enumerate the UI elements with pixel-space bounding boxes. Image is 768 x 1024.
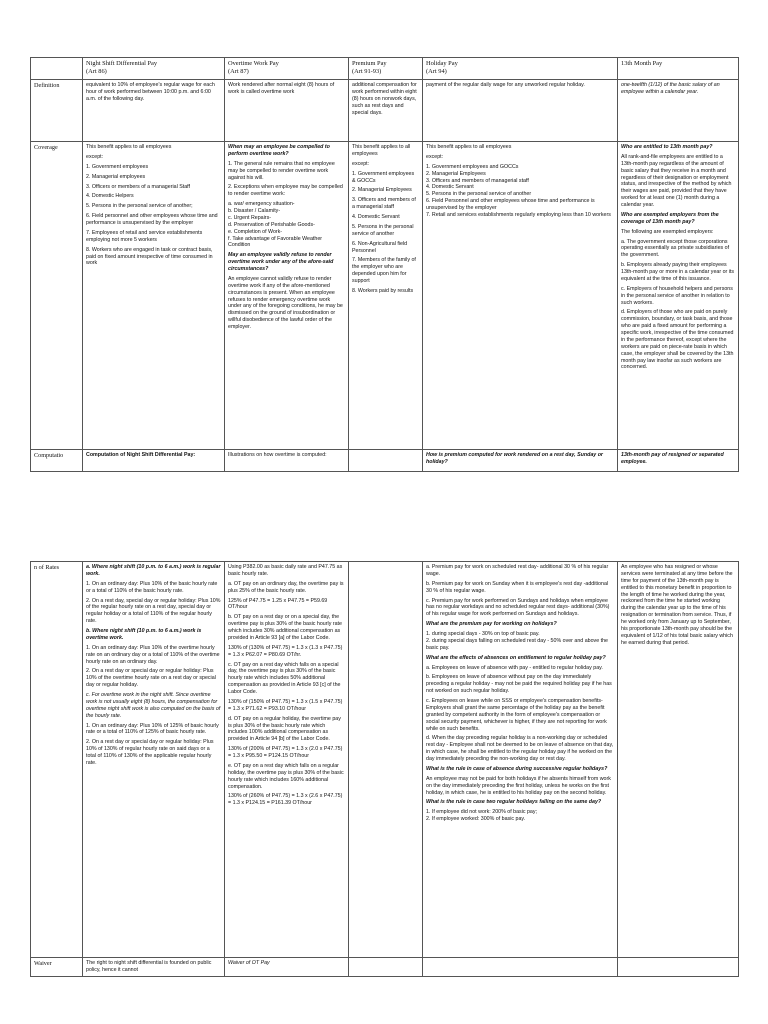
waiver-premium (349, 958, 423, 977)
coverage-overtime: When may an employee be compelled to perform overtime work? 1. The general rule remains that no employee may be compelled to render overtime work against his will. 2. Exceptions when employee may be compelled to render overtime work: a. war/ emergency situation- b. Disaster / Calamity- c. Urgent Repairs- d. Preservation of Perishable Goods- e. Completion of Work- f. Take advantage of Favorable Weather Condition May an employee validly refuse to render overtime work under any of the afore-said circumstances? An employee cannot validly refuse to render overtime work if any of the afore-mentioned circumstances is present. When an employee refuses to render emergency overtime work under any of the foregoing conditions, he may be dismissed on the ground of insubordination or willful disobedience of the lawful order of the employer. (225, 142, 349, 450)
coverage-row (31, 142, 739, 450)
row-label-definition: Definition (31, 80, 83, 142)
definition-holiday: payment of the regular daily wage for any unworked regular holiday. (423, 80, 618, 142)
header-premium: Premium Pay (Art 91-93) (349, 58, 423, 80)
row-label-waiver: Waiver (31, 958, 83, 977)
benefits-table-top (30, 57, 739, 472)
rates-row (31, 562, 739, 958)
rates-overtime: Using P382.00 as basic daily rate and P47.75 as basic hourly rate. a. OT pay on an ordinary day, the overtime pay is plus 25% of the basic hourly rate. 125% of P47.75 = 1.25 x P47.75 = P59.69 OT/hour b. OT pay on a rest day or on a special day, the overtime pay is plus 30% of the basic hourly rate which includes 30% additional compensation as provided in Article 93 [a] of the Labor Code. 130% of (130% of P47.75) = 1.3 x (1.3 x P47.75) = 1.3 x P62.07 = P80.69 OT/hr. c. OT pay on a rest day which falls on a special day, the overtime pay is plus 30% of the basic hourly rate which includes 50% additional compensation as provided in Article 93 [c] of the Labor Code. 130% of (150% of P47.75) = 1.3 x (1.5 x P47.75) = 1.3 x P71.62 = P93.10 OT/hour d. OT pay on a regular holiday, the overtime pay is plus 30% of the basic hourly rate which includes 100% additional compensation as provided in Article 94 [b] of the Labor Code. 130% of (200% of P47.75) = 1.3 x (2.0 x P47.75) = 1.3 x P95.50 = P124.15 OT/hour e. OT pay on a rest day which falls on a regular holiday, the overtime pay is plus 30% of the basic hourly rate which includes 160% additional compensation. 130% of (260% of P47.75) = 1.3 x (2.6 x P47.75) = 1.3 x P124.15 = P161.39 OT/hour (225, 562, 349, 958)
computation-overtime: Illustrations on how overtime is computed: (225, 450, 349, 472)
definition-row (31, 80, 739, 142)
exception-list: a. war/ emergency situation- b. Disaster / Calamity- c. Urgent Repairs- d. Preservation of Perishable Goods- e. Completion of Work- f. Take advantage of Favorable Weather Condition (228, 201, 323, 249)
coverage-night-shift: This benefit applies to all employees except: 1. Government employees 2. Managerial employees 3. Officers or members of a managerial Staff 4. Domestic Helpers 5. Persons in the personal service of another; 6. Field personnel and other employees whose time and performance is unsupervised by the employer 7. Employees of retail and service establishments employing not more 5 workers 8. Workers who are engaged in task or contract basis, paid on fixed amount irrespective of time consumed in work (83, 142, 225, 450)
definition-night-shift: equivalent to 10% of employee's regular wage for each hour of work performed between 10:00 p.m. and 6:00 a.m. of the following day. (83, 80, 225, 142)
computation-holiday: How is premium computed for work rendered on a rest day, Sunday or holiday? (423, 450, 618, 472)
coverage-holiday: This benefit applies to all employees except: 1. Government employees and GOCCs 2. Managerial Employees 3. Officers and members of managerial staff 4. Domestic Servant 5. Persons in the personal service of another 6. Field Personnel and other employees whose time and performance is unsupervised by the employer 7. Retail and services establishments regularly employing less than 10 workers (423, 142, 618, 450)
rates-premium (349, 562, 423, 958)
computation-13th-month: 13th-month pay of resigned or separated employee. (618, 450, 739, 472)
row-label-rates: n of Rates (31, 562, 83, 958)
header-overtime: Overtime Work Pay (Art 87) (225, 58, 349, 80)
coverage-premium: This benefit applies to all employees except: 1. Government employees & GOCCs 2. Managerial Employees 3. Officers and members of a managerial staff 4. Domestic Servant 5. Persons in the personal service of another 6. Non-Agricultural field Personnel 7. Members of the family of the employer who are depended upon him for support 8. Workers paid by results (349, 142, 423, 450)
waiver-13th-month (618, 958, 739, 977)
header-blank (31, 58, 83, 80)
exception-list: 1. Government employees 2. Managerial employees 3. Officers or members of a managerial Staff 4. Domestic Helpers 5. Persons in the personal service of another; 6. Field personnel and other employees whose time and performance is unsupervised by the employer 7. Employees of retail and service establishments employing not more 5 workers 8. Workers who are engaged in task or contract basis, paid on fixed amount irrespective of time consumed in work (86, 163, 218, 267)
waiver-holiday (423, 958, 618, 977)
exception-list: 1. Government employees & GOCCs 2. Managerial Employees 3. Officers and members of a managerial staff 4. Domestic Servant 5. Persons in the personal service of another 6. Non-Agricultural field Personnel 7. Members of the family of the employer who are depended upon him for support 8. Workers paid by results (352, 170, 416, 294)
computation-row (31, 450, 739, 472)
computation-night-shift: Computation of Night Shift Differential Pay: (83, 450, 225, 472)
header-row (31, 58, 739, 80)
rates-13th-month: An employee who has resigned or whose services were terminated at any time before the time for payment of the 13th-month pay is entitled to this monetary benefit in proportion to the length of time he worked during the year, reckoned from the time he started working during the calendar year up to the time of his resignation or termination from service. Thus, if he worked only from January up to September, his proportionate 13th-month pay should be the equivalent of 1/12 of his total basic salary which he earned during that period. (618, 562, 739, 958)
waiver-row (31, 958, 739, 977)
definition-overtime: Work rendered after normal eight (8) hours of work is called overtime work (225, 80, 349, 142)
header-night-shift: Night Shift Differential Pay (Art 86) (83, 58, 225, 80)
computation-premium (349, 450, 423, 472)
rates-night-shift: a. Where night shift (10 p.m. to 6 a.m.) work is regular work. 1. On an ordinary day: Plus 10% of the basic hourly rate or a total of 110% of the basic hourly rate. 2. On a rest day, special day or regular holiday: Plus 10% of the regular hourly rate on a rest day, special day or regular holiday or a total of 110% of the regular hourly rate. b. Where night shift (10 p.m. to 6 a.m.) work is overtime work. 1. On an ordinary day: Plus 10% of the overtime hourly rate on an ordinary day or a total of 110% of the overtime hourly rate on an ordinary day. 2. On a rest day or special day or regular holiday: Plus 10% of the overtime hourly rate on a rest day or special day or regular holiday. c. For overtime work in the night shift. Since overtime work is not usually eight (8) hours, the compensation for overtime night shift work is also computed on the basis of the hourly rate. 1. On an ordinary day: Plus 10% of 125% of basic hourly rate or a total of 110% of 125% of basic hourly rate. 2. On a rest day or special day or regular holiday: Plus 10% of 130% of regular hourly rate on said days or a total of 110% of 130% of the applicable regular hourly rate. (83, 562, 225, 958)
coverage-13th-month: Who are entitled to 13th month pay? All rank-and-file employees are entitled to a 13th-month pay regardless of the amount of basic salary that they receive in a month and regardless of their designation or employment status, and irrespective of the method by which their wages are paid, provided that they have worked for at least one (1) month during a calendar year. Who are exempted employers from the coverage of 13th month pay? The following are exempted employers: a. The government except those corporations operating essentially as private subsidiaries of the government. b. Employers already paying their employees 13th-month pay or more in a calendar year or its equivalent at the time of this issuance. c. Employers of household helpers and persons in the personal service of another in relation to such workers. d. Employers of those who are paid on purely commission, boundary, or task basis, and those who are paid a fixed amount for performing a specific work, irrespective of the time consumed in the performance thereof, except where the workers are paid on piece-rate basis in which case, the employer shall be covered by the 13th month pay law insofar as such workers are concerned. (618, 142, 739, 450)
row-label-computation: Computatio (31, 450, 83, 472)
exception-list: 1. Government employees and GOCCs 2. Managerial Employees 3. Officers and members of managerial staff 4. Domestic Servant 5. Persons in the personal service of another 6. Field Personnel and other employees whose time and performance is unsupervised by the employer 7. Retail and services establishments regularly employing less than 10 workers (426, 163, 611, 218)
definition-13th-month: one-twelfth (1/12) of the basic salary of an employee within a calendar year. (618, 80, 739, 142)
benefits-table-bottom (30, 561, 739, 977)
rates-holiday: a. Premium pay for work on scheduled rest day- additional 30 % of his regular wage. b. Premium pay for work on Sunday when it is employee's rest day -additional 30 % of his regular wage. c. Premium pay for work performed on Sundays and holidays when employee has no regular workdays and no scheduled regular rest days- additional (30%) of his regular wage for work performed on Sundays and holidays. What are the premium pay for working on holidays? 1. during special days - 30% on top of basic pay. 2. during special days falling on scheduled rest day - 50% over and above the basic pay. What are the effects of absences on entitlement to regular holiday pay? a. Employees on leave of absence with pay - entitled to regular holiday pay. b. Employees on leave of absence without pay on the day immediately preceding a regular holiday - may not be paid the required holiday pay if he has not worked on such regular holiday. c. Employees on leave while on SSS or employee's compensation benefits- Employers shall grant the same percentage of the holiday pay as the benefit granted by competent authority in the form of employee's compensation or social security payment, whichever is higher, if they are not reporting for work while on such benefits. d. When the day preceding regular holiday is a non-working day or scheduled rest day - Employee shall not be deemed to be on leave of absence on that day, in which case, he shall be entitled to the regular holiday pay if he worked on the day immediately preceding the non-working day or rest day. What is the rule in case of absence during successive regular holidays? An employee may not be paid for both holidays if he absents himself from work on the day immediately preceding the first holiday, unless he works on the first holiday, in which case, he is entitled to his holiday pay on the second holiday. What is the rule in case two regular holidays falling on the same day? 1. If employee did not work: 200% of basic pay; 2. If employee worked: 300% of basic pay. (423, 562, 618, 958)
row-label-coverage: Coverage (31, 142, 83, 450)
header-holiday: Holiday Pay (Art 94) (423, 58, 618, 80)
definition-premium: additional compensation for work performed within eight (8) hours on nonwork days, such as rest days and special days. (349, 80, 423, 142)
waiver-overtime: Waiver of OT Pay (225, 958, 349, 977)
waiver-night-shift: The right to night shift differential is founded on public policy, hence it cannot (83, 958, 225, 977)
header-13th-month: 13th Month Pay (618, 58, 739, 80)
